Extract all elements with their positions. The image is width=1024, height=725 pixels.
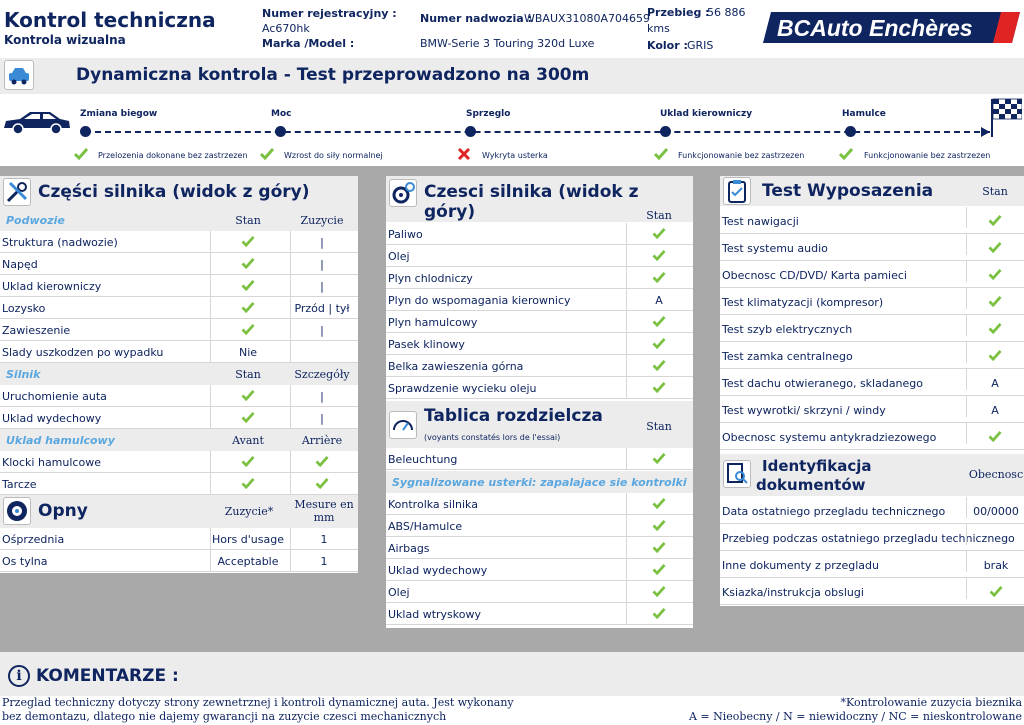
- column-divider: [626, 515, 627, 536]
- row-label: Test dachu otwieranego, skladanego: [722, 377, 924, 390]
- report-header: [0, 0, 1024, 58]
- section-header-brakes: Uklad hamulcowy Avant Arrière: [0, 429, 358, 451]
- dashboard-subtitle: (voyants constatés lors de l'essai): [424, 433, 561, 442]
- check-icon: [839, 148, 853, 160]
- status-check: [636, 250, 682, 264]
- check-icon: [652, 382, 666, 393]
- section-header-chassis: Podwozie Stan Zuzycie: [0, 209, 358, 231]
- table-row: [386, 493, 693, 515]
- status-check: [228, 258, 268, 272]
- check-icon: [652, 453, 666, 464]
- table-row: [0, 253, 358, 275]
- check-icon: [241, 324, 255, 335]
- gauge-icon: [389, 411, 417, 439]
- check-icon: [988, 350, 1002, 361]
- row-label: Airbags: [388, 542, 430, 555]
- check-icon: [652, 498, 666, 509]
- status-value: Przód | tył: [294, 302, 350, 315]
- column-divider: [210, 253, 211, 274]
- table-row: [0, 550, 358, 572]
- status-check: [636, 564, 682, 578]
- step-result-gears: Przelozenia dokonane bez zastrzezen: [98, 151, 248, 160]
- table-row: [720, 207, 1024, 234]
- column-divider: [210, 385, 211, 406]
- status-check: [636, 453, 682, 467]
- row-label: Zawieszenie: [2, 324, 71, 337]
- dashboard-col-status: Stan: [646, 420, 672, 433]
- status-value: Hors d'usage: [212, 533, 284, 546]
- reg-label: Numer rejestracyjny :: [262, 7, 397, 20]
- check-icon: [241, 302, 255, 313]
- row-label: Paliwo: [388, 228, 423, 241]
- column-divider: [966, 497, 967, 518]
- row-label: Tarcze: [2, 478, 37, 491]
- car-wash-icon: [4, 60, 34, 90]
- dynamic-title: Dynamiczna kontrola - Test przeprowadzono na 300m: [76, 65, 590, 85]
- step-label-gears: Zmiana biegow: [80, 109, 158, 119]
- note-tread-wear: *Kontrolowanie zuzycia bieznika: [840, 696, 1022, 709]
- info-icon: i: [8, 665, 30, 687]
- status-check: [282, 478, 362, 492]
- column-divider: [626, 267, 627, 288]
- table-row: [720, 315, 1024, 342]
- dashboard-header: [386, 401, 693, 448]
- comments-section: [0, 652, 1024, 725]
- status-check: [228, 280, 268, 294]
- report-subtitle: Kontrola wizualna: [4, 33, 126, 47]
- column-divider: [626, 493, 627, 514]
- status-value: |: [320, 324, 324, 337]
- table-row: [386, 311, 693, 333]
- status-check: [972, 269, 1018, 283]
- status-value: 00/0000: [973, 505, 1019, 518]
- status-check: [636, 338, 682, 352]
- status-check: [228, 412, 268, 426]
- status-check: [972, 431, 1018, 445]
- timeline-arrow-icon: [981, 127, 990, 137]
- status-value: Nie: [238, 346, 258, 359]
- table-row: [720, 423, 1024, 450]
- row-label: Klocki hamulcowe: [2, 456, 101, 469]
- row-label: Data ostatniego przegladu technicznego: [722, 505, 946, 518]
- check-icon: [241, 236, 255, 247]
- bcauto-logo: [763, 11, 1020, 44]
- status-value: Acceptable: [217, 555, 279, 568]
- column-divider: [626, 448, 627, 469]
- mileage-unit: kms: [647, 22, 670, 35]
- document-search-icon: [723, 460, 751, 488]
- tire-icon: [3, 497, 31, 525]
- check-icon: [989, 586, 1003, 597]
- row-label: Ksiazka/instrukcja obslugi: [722, 586, 864, 599]
- column-divider: [966, 315, 967, 336]
- column-divider: [210, 231, 211, 252]
- mileage-label: Przebieg :: [647, 6, 710, 19]
- cross-icon: [457, 148, 471, 160]
- status-check: [636, 382, 682, 396]
- status-check: [636, 228, 682, 242]
- status-value: 1: [320, 555, 328, 568]
- row-label: Pasek klinowy: [388, 338, 465, 351]
- check-icon: [988, 296, 1002, 307]
- status-check: [636, 498, 682, 512]
- status-check: [972, 296, 1018, 310]
- row-label: Uklad wydechowy: [388, 564, 488, 577]
- documents-title-line2: dokumentów: [756, 476, 866, 494]
- status-value: A: [991, 404, 999, 417]
- comments-title: KOMENTARZE :: [36, 666, 179, 686]
- timeline-dot: [275, 126, 286, 137]
- check-icon: [652, 542, 666, 553]
- table-row: [386, 603, 693, 625]
- step-label-brakes: Hamulce: [842, 109, 886, 119]
- column-divider: [210, 297, 211, 318]
- column-divider: [210, 451, 211, 472]
- table-row: [0, 528, 358, 550]
- model-value: BMW-Serie 3 Touring 320d Luxe: [420, 37, 595, 50]
- table-row: [0, 385, 358, 407]
- status-check: [972, 242, 1018, 256]
- check-icon: [74, 148, 88, 160]
- check-icon: [988, 323, 1002, 334]
- status-value: 1: [320, 533, 328, 546]
- status-value: A: [991, 377, 999, 390]
- status-check: [636, 360, 682, 374]
- panel-header: [386, 176, 693, 222]
- panel-header: [0, 176, 358, 209]
- status-check: [228, 456, 268, 470]
- tools-icon: [3, 178, 31, 206]
- comments-text: Przeglad techniczny dotyczy strony zewnetrznej i kontroli dynamicznej auta. Jest wykonany bez demontazu, dlatego nie dajemy gwarancji na zuzycie czesci mechanicznych: [2, 696, 514, 723]
- column-divider: [210, 473, 211, 494]
- row-label: Test zamka centralnego: [722, 350, 853, 363]
- table-row: [720, 524, 1024, 551]
- status-check: [228, 302, 268, 316]
- col-status: Stan: [646, 209, 672, 222]
- check-icon: [260, 148, 274, 160]
- engine-fluids-panel: [386, 176, 693, 628]
- column-divider: [966, 369, 967, 390]
- status-value: |: [320, 390, 324, 403]
- status-check: [636, 542, 682, 556]
- row-label: Uruchomienie auta: [2, 390, 107, 403]
- column-divider: [626, 537, 627, 558]
- table-row: [720, 396, 1024, 423]
- check-icon: [652, 564, 666, 575]
- status-check: [968, 586, 1024, 600]
- table-row: [386, 355, 693, 377]
- table-row: [386, 333, 693, 355]
- column-divider: [966, 396, 967, 417]
- step-result-clutch: Wykryta usterka: [482, 151, 548, 160]
- step-result-steering: Funkcjonowanie bez zastrzezen: [678, 151, 805, 160]
- panel-title: Test Wyposazenia: [762, 181, 934, 201]
- logo-text: BCAuto Enchères: [777, 15, 973, 41]
- column-divider: [626, 289, 627, 310]
- status-check: [636, 608, 682, 622]
- row-label: Przebieg podczas ostatniego przegladu technicznego: [722, 532, 1015, 545]
- row-label: Test szyb elektrycznych: [722, 323, 853, 336]
- panel-title: Czesci silnika (widok z góry): [424, 182, 639, 222]
- table-row: [386, 537, 693, 559]
- dynamic-control-band: [0, 58, 1024, 94]
- status-value: |: [320, 412, 324, 425]
- check-icon: [315, 456, 329, 467]
- color-label: Kolor :: [647, 39, 688, 52]
- column-divider: [626, 245, 627, 266]
- check-icon: [988, 215, 1002, 226]
- row-label: Test wywrotki/ skrzyni / windy: [722, 404, 886, 417]
- row-label: Uklad wydechowy: [2, 412, 102, 425]
- check-icon: [241, 412, 255, 423]
- column-divider: [626, 355, 627, 376]
- column-divider: [210, 319, 211, 340]
- table-row: [720, 288, 1024, 315]
- check-icon: [988, 242, 1002, 253]
- documents-title-line1: Identyfikacja: [762, 457, 872, 475]
- step-result-power: Wzrost do siły normalnej: [284, 151, 383, 160]
- reg-value: Ac670hk: [262, 22, 310, 35]
- step-result-brakes: Funkcjonowanie bez zastrzezen: [864, 151, 991, 160]
- column-divider: [966, 524, 967, 545]
- timeline-dot: [660, 126, 671, 137]
- status-value: |: [320, 236, 324, 249]
- row-label: Test nawigacji: [722, 215, 799, 228]
- status-check: [228, 236, 268, 250]
- engine-gear-icon: [389, 179, 417, 207]
- table-row: [0, 407, 358, 429]
- table-row: [386, 515, 693, 537]
- report-title: Kontrol techniczna: [4, 8, 216, 32]
- check-icon: [652, 272, 666, 283]
- column-divider: [626, 223, 627, 244]
- table-row: [720, 551, 1024, 578]
- status-check: [282, 456, 362, 470]
- vin-label: Numer nadwozia :: [420, 12, 532, 25]
- row-label: Plyn chlodniczy: [388, 272, 473, 285]
- column-divider: [966, 234, 967, 255]
- check-icon: [652, 228, 666, 239]
- check-icon: [315, 478, 329, 489]
- checkered-flag-icon: [990, 97, 1022, 137]
- tires-col-measure: Mesure en mm: [294, 498, 354, 524]
- row-label: Slady uszkodzen po wypadku: [2, 346, 164, 359]
- status-check: [636, 520, 682, 534]
- table-row: [720, 369, 1024, 396]
- tires-title: Opny: [38, 501, 88, 521]
- table-row: [386, 448, 693, 470]
- table-row: [720, 234, 1024, 261]
- note-legend: A = Nieobecny / N = niewidoczny / NC = nieskontrolowane: [688, 710, 1022, 723]
- table-row: [0, 451, 358, 473]
- step-label-steering: Uklad kierowniczy: [660, 109, 753, 119]
- table-row: [386, 559, 693, 581]
- status-check: [228, 324, 268, 338]
- table-row: [720, 342, 1024, 369]
- table-row: [0, 275, 358, 297]
- table-row: [720, 578, 1024, 605]
- row-label: Uklad kierowniczy: [2, 280, 102, 293]
- row-label: Olej: [388, 586, 410, 599]
- status-check: [972, 350, 1018, 364]
- row-label: Beleuchtung: [388, 453, 458, 466]
- status-value: brak: [983, 559, 1009, 572]
- table-row: [720, 261, 1024, 288]
- column-divider: [966, 207, 967, 228]
- row-label: Struktura (nadwozie): [2, 236, 118, 249]
- car-icon: [2, 110, 72, 136]
- column-divider: [290, 341, 291, 362]
- mileage-value: 56 886: [707, 6, 746, 19]
- table-row: [386, 223, 693, 245]
- row-label: Test systemu audio: [722, 242, 828, 255]
- table-row: [386, 267, 693, 289]
- row-label: Lozysko: [2, 302, 46, 315]
- column-divider: [966, 288, 967, 309]
- row-label: Napęd: [2, 258, 38, 271]
- vin-value: WBAUX31080A704659: [524, 12, 651, 25]
- table-row: [386, 245, 693, 267]
- status-check: [228, 390, 268, 404]
- column-divider: [626, 581, 627, 602]
- row-label: Os tylna: [2, 555, 48, 568]
- check-icon: [241, 456, 255, 467]
- column-divider: [210, 341, 211, 362]
- column-divider: [290, 528, 291, 549]
- table-row: [386, 581, 693, 603]
- model-label: Marka /Model :: [262, 37, 355, 50]
- column-divider: [966, 342, 967, 363]
- status-check: [636, 586, 682, 600]
- column-divider: [626, 559, 627, 580]
- table-row: [0, 473, 358, 495]
- check-icon: [652, 250, 666, 261]
- column-divider: [626, 333, 627, 354]
- row-label: Belka zawieszenia górna: [388, 360, 524, 373]
- table-row: [0, 341, 358, 363]
- table-row: [0, 319, 358, 341]
- column-divider: [966, 551, 967, 572]
- row-label: Obecnosc systemu antykradziezowego: [722, 431, 937, 444]
- row-label: ABS/Hamulce: [388, 520, 463, 533]
- column-divider: [966, 423, 967, 444]
- col-status: Stan: [982, 185, 1008, 198]
- panel-header: [720, 176, 1024, 206]
- column-divider: [290, 550, 291, 571]
- status-value: A: [655, 294, 663, 307]
- check-icon: [241, 280, 255, 291]
- row-label: Inne dokumenty z przegladu: [722, 559, 879, 572]
- table-row: [0, 297, 358, 319]
- panel-title: Części silnika (widok z góry): [38, 182, 310, 202]
- equipment-panel: [720, 176, 1024, 606]
- table-row: [720, 497, 1024, 524]
- check-icon: [241, 478, 255, 489]
- status-value: |: [320, 280, 324, 293]
- row-label: Sprawdzenie wycieku oleju: [388, 382, 537, 395]
- comments-notes: [689, 696, 1022, 724]
- row-label: Test klimatyzacji (kompresor): [722, 296, 884, 309]
- column-divider: [210, 275, 211, 296]
- check-icon: [654, 148, 668, 160]
- check-icon: [652, 338, 666, 349]
- dashboard-title: Tablica rozdzielcza: [424, 406, 603, 426]
- step-label-power: Moc: [271, 109, 292, 119]
- section-header-tires: [0, 495, 358, 528]
- color-value: GRIS: [687, 39, 714, 52]
- status-check: [636, 316, 682, 330]
- column-divider: [626, 377, 627, 398]
- table-row: [0, 231, 358, 253]
- check-icon: [988, 269, 1002, 280]
- check-icon: [652, 586, 666, 597]
- status-value: |: [320, 258, 324, 271]
- documents-header: [720, 454, 1024, 496]
- row-label: Ośprzednia: [2, 533, 65, 546]
- column-divider: [210, 407, 211, 428]
- tires-col-wear: Zuzycie*: [224, 505, 274, 518]
- row-label: Plyn do wspomagania kierownicy: [388, 294, 571, 307]
- check-icon: [652, 608, 666, 619]
- check-icon: [652, 520, 666, 531]
- table-row: [386, 289, 693, 311]
- row-label: Obecnosc CD/DVD/ Karta pamieci: [722, 269, 907, 282]
- status-check: [636, 272, 682, 286]
- step-label-clutch: Sprzeglo: [466, 109, 511, 119]
- check-icon: [241, 258, 255, 269]
- documents-col-presence: Obecnosc: [968, 468, 1024, 481]
- engine-parts-panel: [0, 176, 358, 573]
- row-label: Uklad wtryskowy: [388, 608, 481, 621]
- timeline-dot: [465, 126, 476, 137]
- status-check: [972, 323, 1018, 337]
- row-label: Olej: [388, 250, 410, 263]
- clipboard-icon: [723, 177, 751, 205]
- warning-lights-header: Sygnalizowane usterki: zapalajace sie kontrolki: [386, 471, 693, 493]
- column-divider: [626, 311, 627, 332]
- row-label: Plyn hamulcowy: [388, 316, 478, 329]
- status-check: [228, 478, 268, 492]
- timeline-dot: [80, 126, 91, 137]
- column-divider: [966, 261, 967, 282]
- status-check: [972, 215, 1018, 229]
- check-icon: [652, 316, 666, 327]
- timeline-dot: [845, 126, 856, 137]
- check-icon: [652, 360, 666, 371]
- section-header-engine: Silnik Stan Szczegóły: [0, 363, 358, 385]
- column-divider: [966, 578, 967, 599]
- row-label: Kontrolka silnika: [388, 498, 478, 511]
- table-row: [386, 377, 693, 399]
- check-icon: [241, 390, 255, 401]
- check-icon: [988, 431, 1002, 442]
- column-divider: [626, 603, 627, 624]
